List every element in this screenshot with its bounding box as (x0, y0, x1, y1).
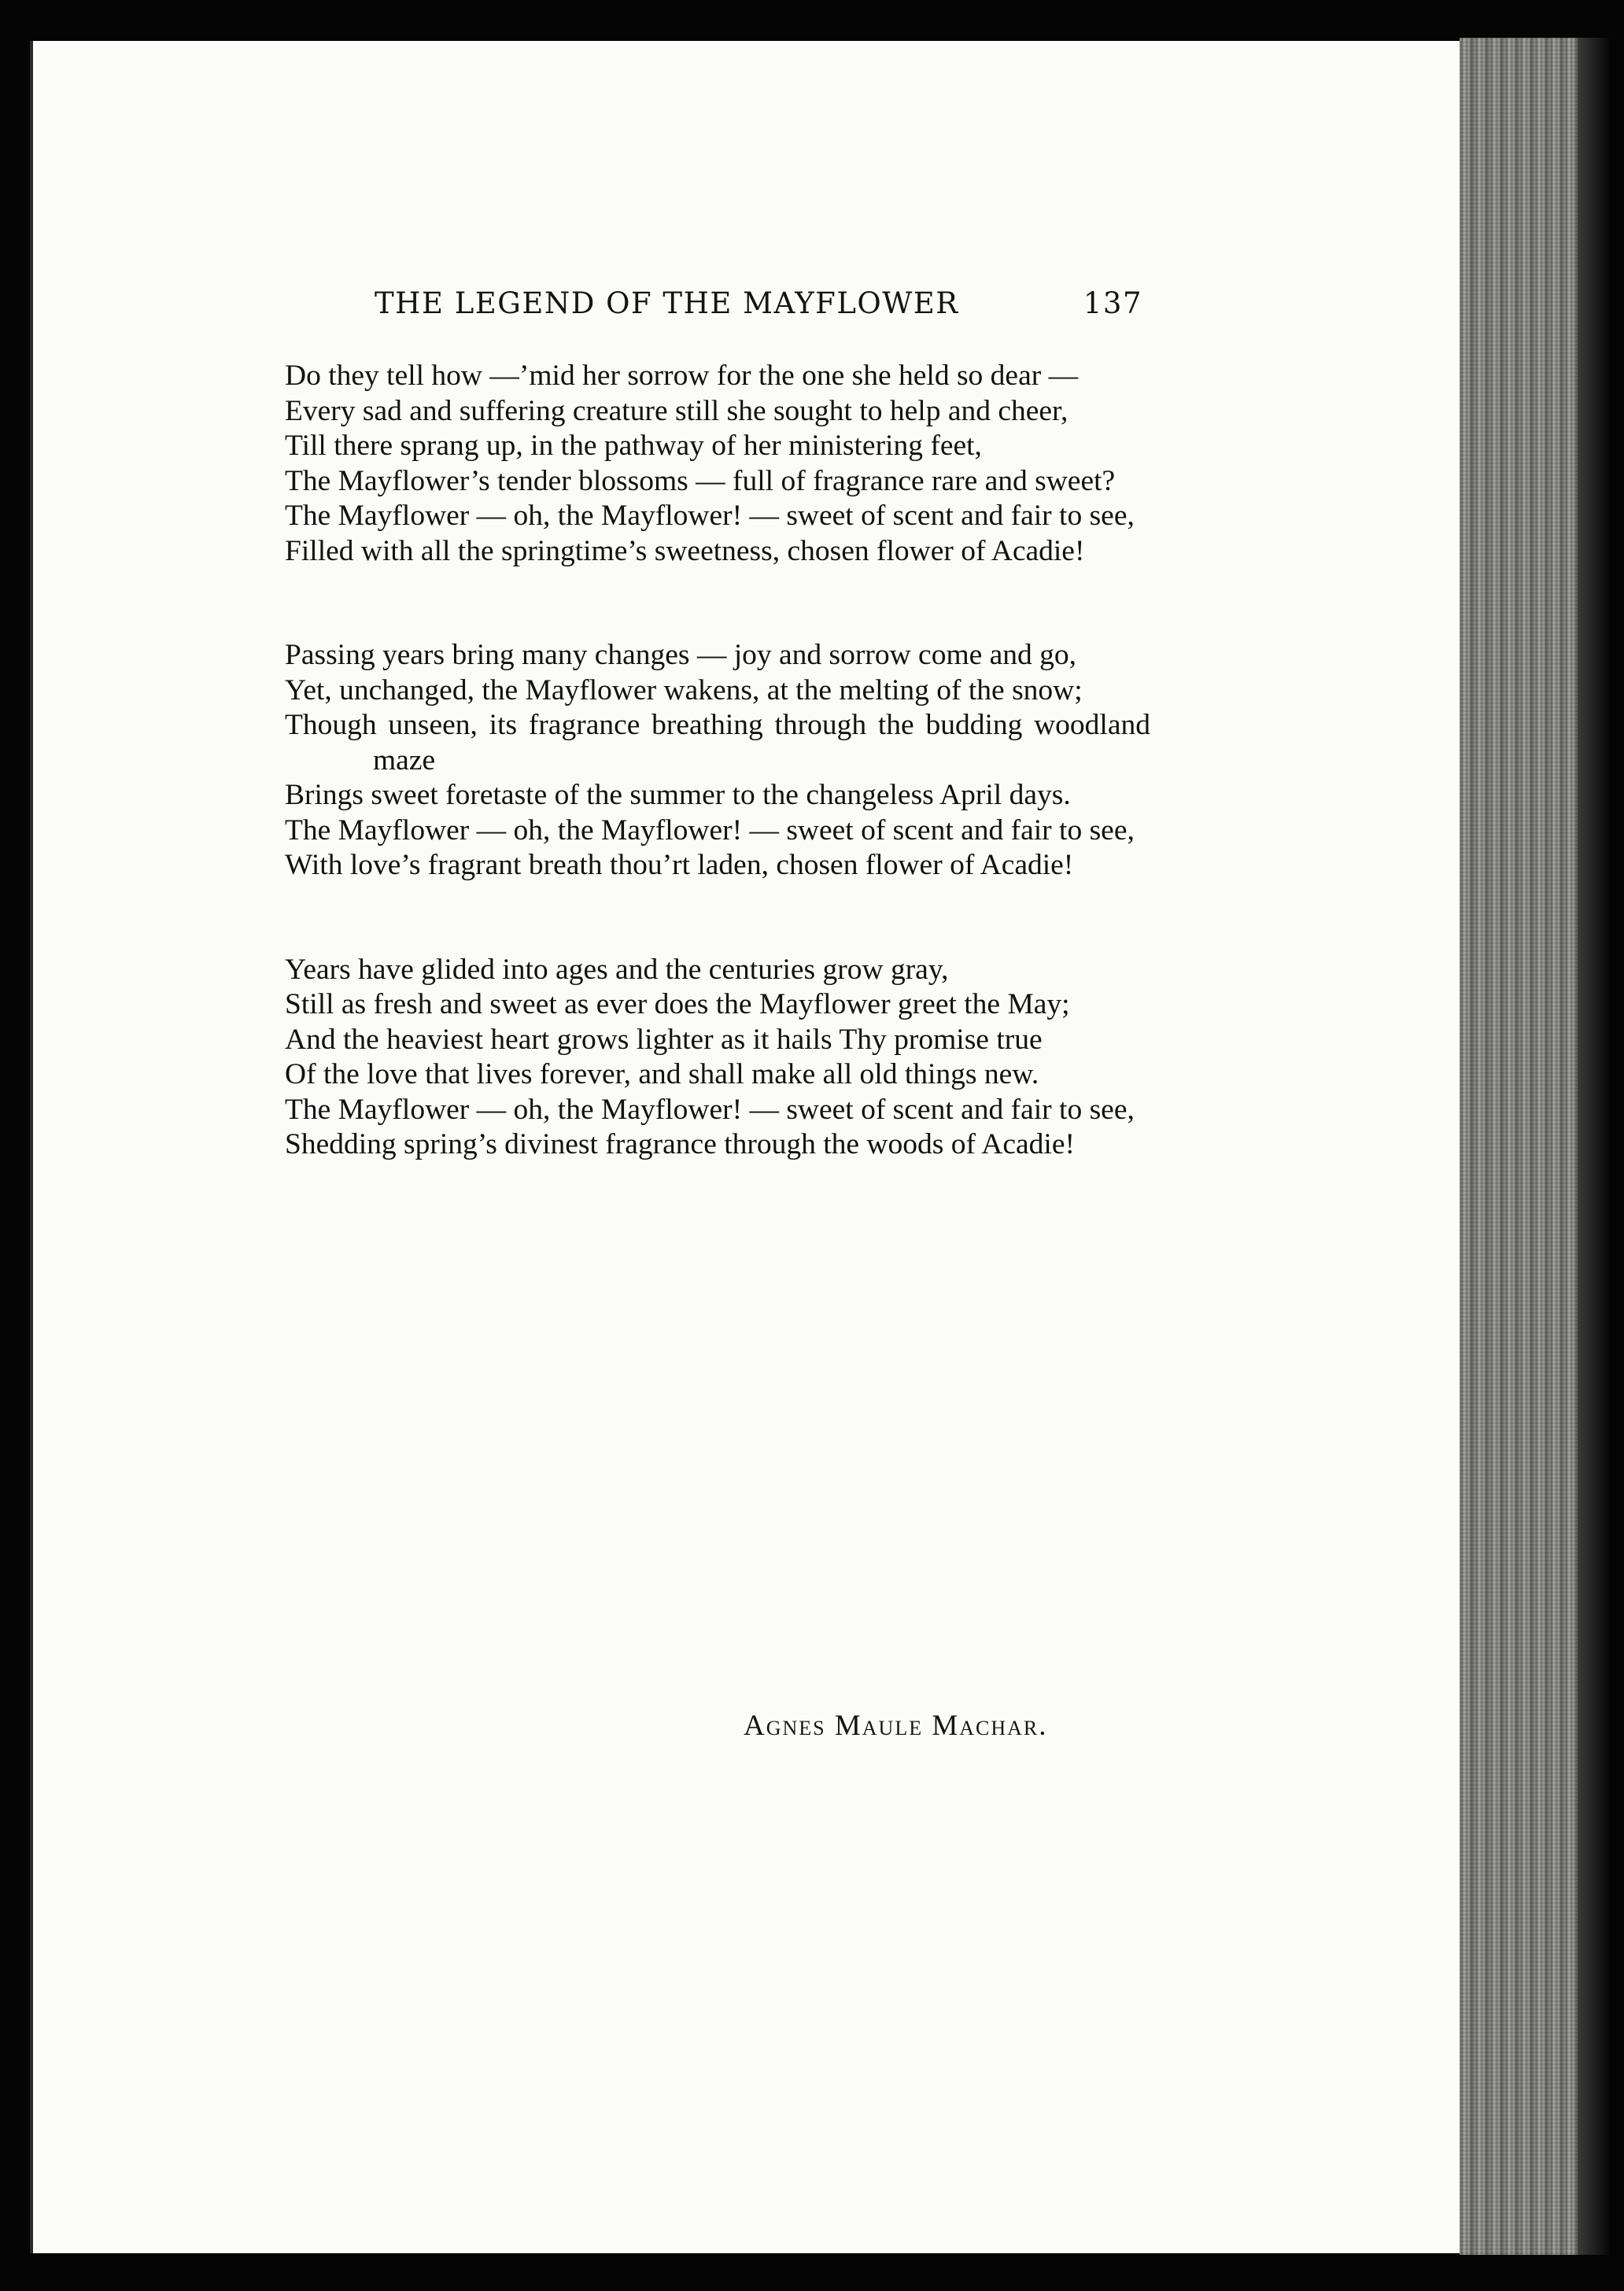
poem-line: Till there sprang up, in the pathway of her ministering feet, (285, 430, 982, 462)
running-title: THE LEGEND OF THE MAYFLOWER (375, 286, 959, 320)
poem-line: Of the love that lives forever, and shall make all old things new. (285, 1058, 1039, 1090)
page-edge-stack (1460, 38, 1609, 2255)
stanza (285, 359, 1150, 569)
poem-line: The Mayflower — oh, the Mayflower! — sweet of scent and fair to see, (285, 500, 1135, 532)
poem-line: Brings sweet foretaste of the summer to the changeless April days. (285, 779, 1071, 811)
poem-line: And the heaviest heart grows lighter as it hails Thy promise true (285, 1023, 1043, 1056)
running-header (375, 286, 1142, 320)
poem-line: The Mayflower — oh, the Mayflower! — sweet of scent and fair to see, (285, 1093, 1135, 1126)
poem-body (285, 359, 1150, 1163)
poem-line: Passing years bring many changes — joy and sorrow come and go, (285, 639, 1077, 671)
poem-line: Still as fresh and sweet as ever does the Mayflower greet the May; (285, 988, 1070, 1020)
poem-line: The Mayflower’s tender blossoms — full of fragrance rare and sweet? (285, 464, 1116, 497)
stanza (285, 953, 1150, 1163)
poem-line: The Mayflower — oh, the Mayflower! — sweet of scent and fair to see, (285, 813, 1135, 847)
poem-line: Do they tell how —’mid her sorrow for the one she held so dear — (285, 360, 1079, 392)
poem-line: Every sad and suffering creature still she sought to help and cheer, (285, 394, 1069, 427)
stanza (285, 638, 1150, 884)
page-number: 137 (1083, 286, 1142, 320)
poem-line: Filled with all the springtime’s sweetness, chosen flower of Acadie! (285, 534, 1085, 567)
poem-line: Yet, unchanged, the Mayflower wakens, at the melting of the snow; (285, 673, 1083, 706)
poem-line: Though unseen, its fragrance breathing through the budding woodland maze (285, 709, 1150, 777)
poem-line: Years have glided into ages and the centuries grow gray, (285, 953, 949, 986)
poem-line: With love’s fragrant breath thou’rt laden, chosen flower of Acadie! (285, 849, 1074, 881)
author-attribution: Agnes Maule Machar. (744, 1710, 1048, 1742)
poem-line: Shedding spring’s divinest fragrance through the woods of Acadie! (285, 1128, 1075, 1160)
